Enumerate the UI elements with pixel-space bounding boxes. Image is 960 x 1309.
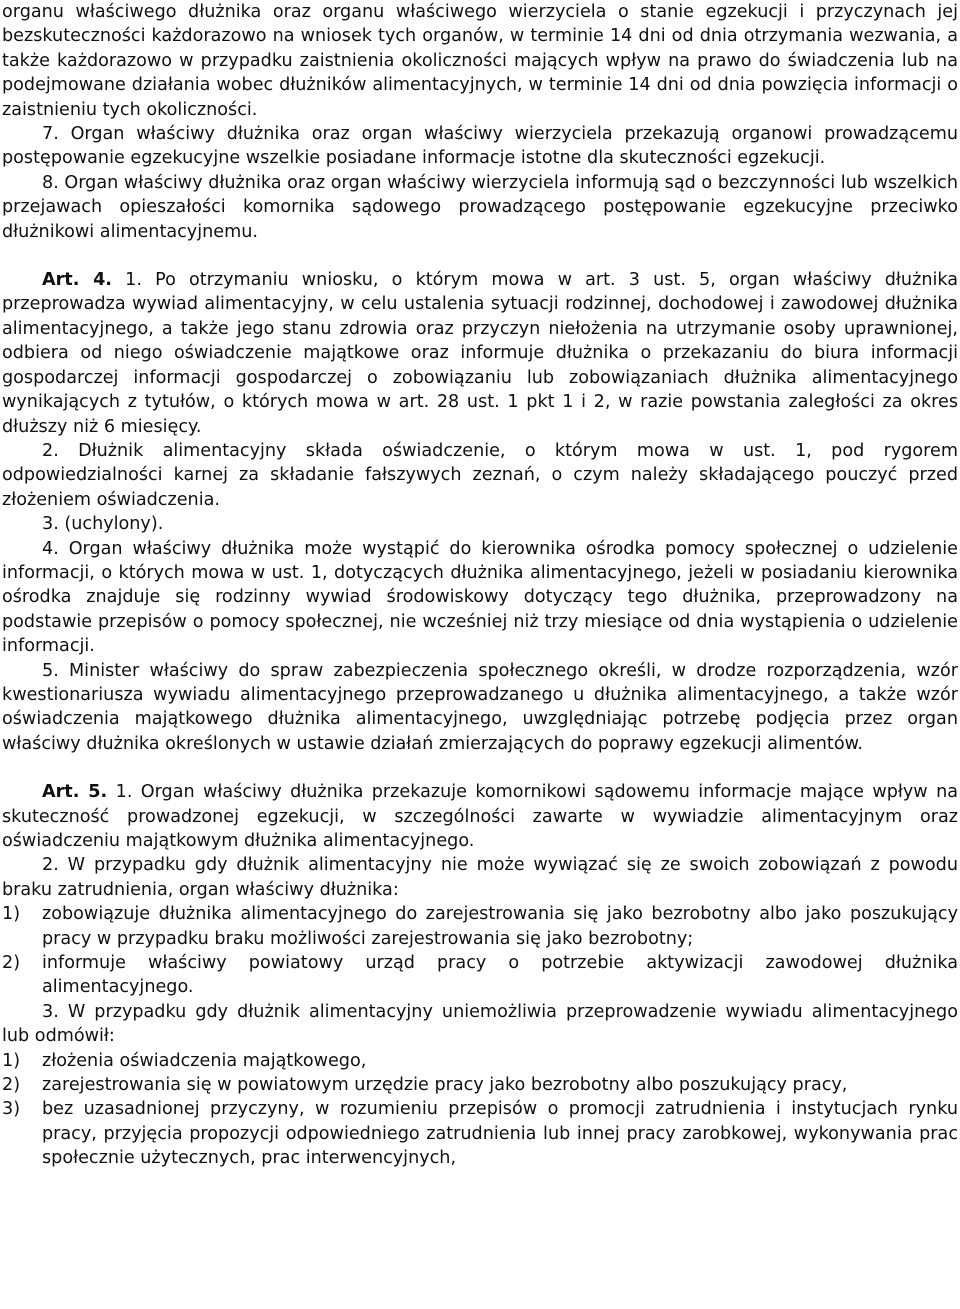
point-text: informuje właściwy powiatowy urząd pracy o potrzebie aktywizacji zawodowej dłużnika alimentacyjnego. xyxy=(42,953,958,998)
point-text: bez uzasadnionej przyczyny, w rozumieniu przepisów o promocji zatrudnienia i instytucjach rynku pracy, przyjęcia propozycji odpowiedniego zatrudnienia lub innej pracy zarobkowej, wykonywania prac społecznie użytecznych, prac interwencyjnych, xyxy=(42,1099,958,1169)
paragraph-continuation: organu właściwego dłużnika oraz organu właściwego wierzyciela o stanie egzekucji i przyczynach jej bezskuteczności każdorazowo na wniosek tych organów, w terminie 14 dni od dnia otrzymania wezwania, a także każdorazowo w przypadku zaistnienia okoliczności mających wpływ na prawo do świadczenia lub na podejmowane działania wobec dłużników alimentacyjnych, w terminie 14 dni od dnia powzięcia informacji o zaistnieniu tych okoliczności. xyxy=(2,2,958,120)
point-text: zarejestrowania się w powiatowym urzędzie pracy jako bezrobotny albo poszukujący pracy, xyxy=(42,1075,848,1096)
paragraph-8: 8. Organ właściwy dłużnika oraz organ właściwy wierzyciela informują sąd o bezczynności lub wszelkich przejawach opieszałości komornika sądowego prowadzącego postępowanie egzekucyjne przeciwko dłużnikowi alimentacyjnemu. xyxy=(2,172,958,242)
list-item xyxy=(2,951,958,1000)
list-item xyxy=(2,1097,958,1170)
point-text: zobowiązuje dłużnika alimentacyjnego do zarejestrowania się jako bezrobotny albo jako poszukujący pracy w przypadku braku możliwości zarejestrowania się jako bezrobotny; xyxy=(42,904,958,949)
spacer xyxy=(2,756,958,780)
art5-paragraph-1 xyxy=(2,780,958,853)
art4-label: Art. 4. xyxy=(42,270,112,291)
art5-p2-points xyxy=(2,902,958,1000)
list-item xyxy=(2,1049,958,1073)
art4-paragraph-4: 4. Organ właściwy dłużnika może wystąpić do kierownika ośrodka pomocy społecznej o udzielenie informacji, o których mowa w ust. 1, dotyczących dłużnika alimentacyjnego, jeżeli w posiadaniu kierownika ośrodka znajduje się rodzinny wywiad środowiskowy dotyczący tego dłużnika, przeprowadzony na podstawie przepisów o pomocy społecznej, nie wcześniej niż trzy miesiące od dnia wystąpienia o udzielenie informacji. xyxy=(2,538,958,657)
art4-paragraph-5: 5. Minister właściwy do spraw zabezpieczenia społecznego określi, w drodze rozporządzenia, wzór kwestionariusza wywiadu alimentacyjnego przeprowadzanego u dłużnika alimentacyjnego, a także wzór oświadczenia majątkowego dłużnika alimentacyjnego, uwzględniając potrzebę podjęcia przez organ właściwy dłużnika określonych w ustawie działań zmierzających do poprawy egzekucji alimentów. xyxy=(2,660,958,754)
art4-paragraph-2: 2. Dłużnik alimentacyjny składa oświadczenie, o którym mowa w ust. 1, pod rygorem odpowiedzialności karnej za składanie fałszywych zeznań, o czym należy składającego pouczyć przed złożeniem oświadczenia. xyxy=(2,440,958,510)
art5-label: Art. 5. xyxy=(42,782,108,803)
point-number: 1) xyxy=(2,904,21,925)
paragraph-7: 7. Organ właściwy dłużnika oraz organ właściwy wierzyciela przekazują organowi prowadzącemu postępowanie egzekucyjne wszelkie posiadane informacje istotne dla skuteczności egzekucji. xyxy=(2,124,958,169)
art4-paragraph-1 xyxy=(2,268,958,439)
point-text: złożenia oświadczenia majątkowego, xyxy=(42,1050,367,1071)
point-number: 2) xyxy=(2,1075,21,1096)
art5-paragraph-3: 3. W przypadku gdy dłużnik alimentacyjny uniemożliwia przeprowadzenie wywiadu alimentacyjnego lub odmówił: xyxy=(2,1001,958,1047)
spacer xyxy=(2,244,958,268)
list-item xyxy=(2,1073,958,1097)
point-number: 1) xyxy=(2,1050,21,1071)
art5-p3-points xyxy=(2,1049,958,1171)
point-number: 3) xyxy=(2,1099,21,1120)
art5-p1-text: 1. Organ właściwy dłużnika przekazuje komornikowi sądowemu informacje mające wpływ na skuteczność prowadzonej egzekucji, w szczególności zawarte w wywiadzie alimentacyjnym oraz oświadczeniu majątkowym dłużnika alimentacyjnego. xyxy=(2,782,959,851)
point-number: 2) xyxy=(2,953,21,974)
art4-p1-text: 1. Po otrzymaniu wniosku, o którym mowa w art. 3 ust. 5, organ właściwy dłużnika przeprowadza wywiad alimentacyjny, w celu ustalenia sytuacji rodzinnej, dochodowej i zawodowej dłużnika alimentacyjnego, a także jego stanu zdrowia oraz przyczyn niełożenia na utrzymanie osoby uprawnionej, odbiera od niego oświadczenie majątkowe oraz informuje dłużnika o przekazaniu do biura informacji gospodarczej informacji gospodarczej o zobowiązaniu lub zobowiązaniach dłużnika alimentacyjnego wynikających z tytułów, o których mowa w art. 28 ust. 1 pkt 1 i 2, w razie powstania zaległości za okres dłuższy niż 6 miesięcy. xyxy=(2,270,959,437)
art4-paragraph-3: 3. (uchylony). xyxy=(42,514,164,535)
art5-paragraph-2: 2. W przypadku gdy dłużnik alimentacyjny nie może wywiązać się ze swoich zobowiązań z powodu braku zatrudnienia, organ właściwy dłużnika: xyxy=(2,855,958,900)
list-item xyxy=(2,902,958,951)
